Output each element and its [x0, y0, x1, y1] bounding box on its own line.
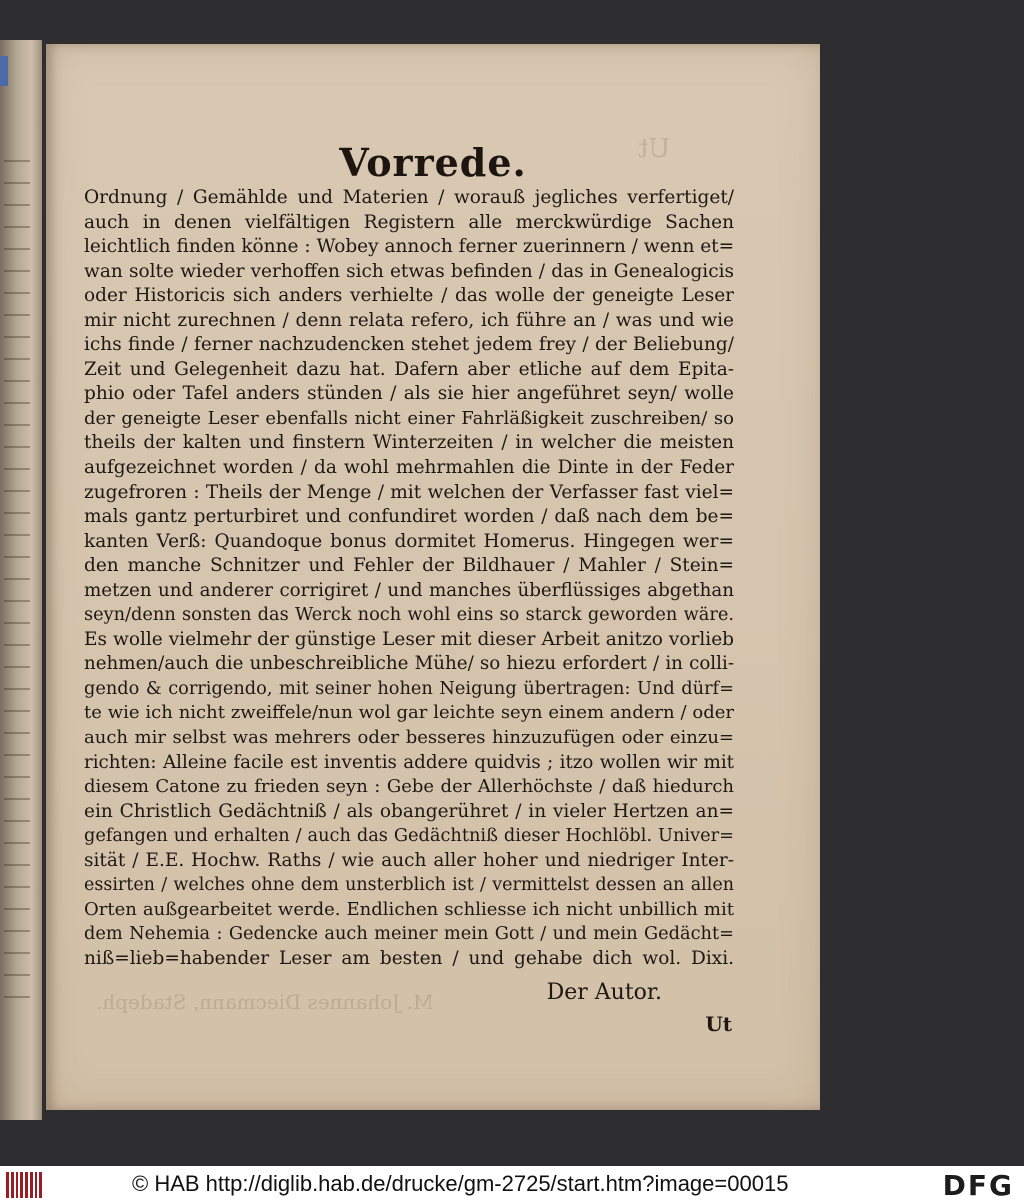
dfg-logo-icon: DFG: [942, 1169, 1014, 1202]
book-page: [46, 44, 820, 1110]
footer-bar: [0, 1166, 1024, 1204]
text-line: essirten / welches ohne dem unsterblich ist / vermittelst dessen an allen: [84, 875, 734, 896]
catchword: Ut: [705, 1012, 732, 1036]
text-line: leichtlich finden könne : Wobey annoch ferner zuerinnern / wenn et=: [84, 236, 735, 258]
text-line: Orten außgearbeitet werde. Endlichen schliesse ich nicht unbillich mit: [84, 898, 734, 920]
bookmark-tab: [0, 56, 8, 86]
left-page-text-edge: [4, 160, 30, 1000]
text-line: gefangen und erhalten / auch das Gedächtniß dieser Hochlöbl. Univer=: [84, 826, 734, 847]
text-line: mir nicht zurechnen / denn relata refero, ich führe an / was und wie: [84, 309, 734, 331]
text-line: sität / E.E. Hochw. Raths / wie auch aller hoher und niedriger Inter-: [84, 849, 734, 871]
text-line: richten: Alleine facile est inventis addere quidvis ; itzo wollen wir mit: [84, 751, 734, 773]
text-line: den manche Schnitzer und Fehler der Bildhauer / Mahler / Stein=: [84, 555, 734, 577]
text-line: kanten Verß: Quandoque bonus dormitet Homerus. Hingegen wer=: [84, 530, 734, 552]
text-line: wan solte wieder verhoffen sich etwas befinden / das in Genealogicis: [84, 260, 734, 282]
body-text: [84, 186, 734, 972]
text-line: metzen und anderer corrigiret / und manches überflüssiges abgethan: [84, 579, 734, 601]
text-line: phio oder Tafel anders stünden / als sie hier angeführet seyn/ wolle: [84, 383, 734, 405]
text-line: nehmen/auch die unbeschreibliche Mühe/ so hiezu erfordert / in colli-: [84, 653, 734, 675]
text-line: gendo & corrigendo, mit seiner hohen Neigung übertragen: Und dürf=: [84, 678, 734, 699]
text-line: ein Christlich Gedächtniß / als obangerühret / in vieler Hertzen an=: [84, 800, 734, 822]
text-line: oder Historicis sich anders verhielte / das wolle der geneigte Leser: [84, 285, 734, 307]
text-line: aufgezeichnet worden / da wohl mehrmahlen die Dinte in der Feder: [84, 457, 734, 479]
text-line: Ordnung / Gemählde und Materien / worauß jegliches verfertiget/: [84, 187, 734, 208]
text-line: der geneigte Leser ebenfalls nicht einer Fahrläßigkeit zuschreiben/ so: [84, 407, 734, 429]
text-line: niß=lieb=habender Leser am besten / und gehabe dich wol. Dixi.: [84, 947, 734, 969]
left-page-edge: [0, 40, 42, 1120]
text-line: mals gantz perturbiret und confundiret worden / daß nach dem be=: [84, 506, 734, 528]
bleed-through-top: Ut: [637, 134, 670, 164]
text-line: theils der kalten und finstern Winterzeiten / in welcher die meisten: [84, 432, 734, 454]
text-line: auch mir selbst was mehrers oder besseres hinzuzufügen oder einzu=: [84, 727, 734, 749]
text-line: ichs finde / ferner nachzudencken stehet jedem frey / der Beliebung/: [84, 334, 734, 356]
text-line: Es wolle vielmehr der günstige Leser mit dieser Arbeit anitzo vorlieb: [84, 628, 734, 650]
text-line: zugefroren : Theils der Menge / mit welchen der Verfasser fast viel=: [84, 481, 734, 503]
hab-barcode-icon: [6, 1172, 42, 1198]
text-line: seyn/denn sonsten das Werck noch wohl eins so starck geworden wäre.: [84, 605, 734, 626]
author-signature: Der Autor.: [546, 980, 662, 1005]
text-line: auch in denen vielfältigen Registern alle merckwürdige Sachen: [84, 211, 734, 233]
text-line: diesem Catone zu frieden seyn : Gebe der Allerhöchste / daß hiedurch: [84, 776, 734, 798]
bleed-through-bottom: M. Johannes Diecmann, Stadeph.: [96, 990, 434, 1014]
copyright-link[interactable]: © HAB http://diglib.hab.de/drucke/gm-2725/start.htm?image=00015: [132, 1171, 789, 1196]
page-heading: Vorrede.: [339, 140, 527, 185]
text-line: te wie ich nicht zweiffele/nun wol gar leichte seyn einem andern / oder: [84, 702, 734, 724]
text-line: Zeit und Gelegenheit dazu hat. Dafern aber etliche auf dem Epita-: [84, 358, 734, 380]
text-line: dem Nehemia : Gedencke auch meiner mein Gott / und mein Gedächt=: [84, 924, 734, 945]
